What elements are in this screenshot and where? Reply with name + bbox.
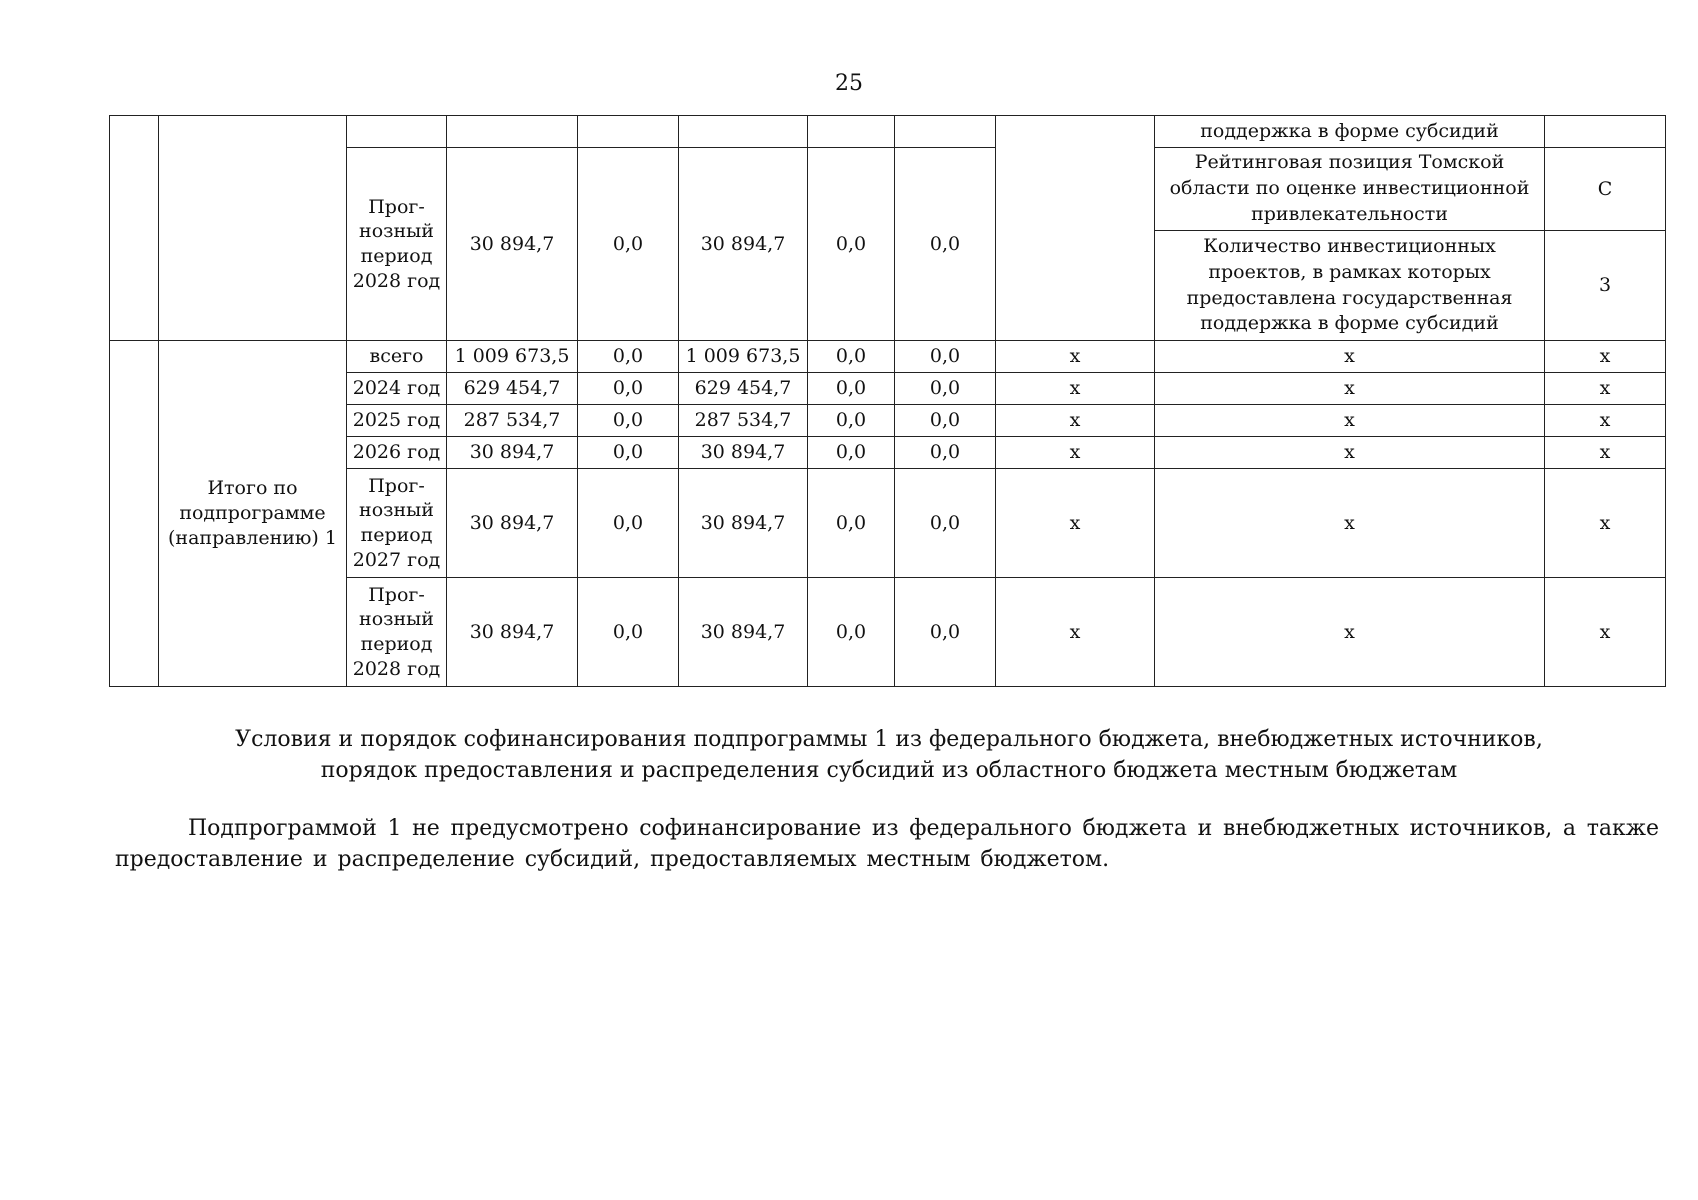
table-row: Прог-нозный период 2028 год 30 894,7 0,0 30 894,7 0,0 0,0 x x x bbox=[110, 578, 1666, 687]
page-number: 25 bbox=[835, 71, 863, 96]
indicator-cell: поддержка в форме субсидий bbox=[1155, 116, 1545, 148]
row-number-cell bbox=[110, 341, 159, 687]
regional-cell: 30 894,7 bbox=[679, 148, 808, 341]
table-row: Итого по подпрограмме (направлению) 1 всего 1 009 673,5 0,0 1 009 673,5 0,0 0,0 x x x bbox=[110, 341, 1666, 373]
table-row bbox=[110, 116, 1666, 148]
indicator-cell: Количество инвестиционных проектов, в рамках которых предоставлена государственная поддержка в форме субсидий bbox=[1155, 231, 1545, 341]
indicator-value-cell: 3 bbox=[1545, 231, 1666, 341]
local-cell: 0,0 bbox=[808, 148, 895, 341]
section-heading-line: порядок предоставления и распределения субсидий из областного бюджета местным бюджетам bbox=[320, 758, 1458, 783]
period-cell: Прог-нозный период 2028 год bbox=[347, 148, 447, 341]
totals-label-cell: Итого по подпрограмме (направлению) 1 bbox=[159, 341, 347, 687]
row-number-cell bbox=[110, 116, 159, 341]
federal-cell: 0,0 bbox=[578, 148, 679, 341]
table-row: 2025 год 287 534,7 0,0 287 534,7 0,0 0,0 x x x bbox=[110, 405, 1666, 437]
participant-cell bbox=[996, 116, 1155, 341]
indicator-value-cell bbox=[1545, 116, 1666, 148]
body-paragraph: Подпрограммой 1 не предусмотрено софинансирование из федерального бюджета и внебюджетных источников, а также предоставление и распределение субсидий, предоставляемых местным бюджетом. bbox=[115, 816, 1659, 872]
section-heading bbox=[0, 724, 1698, 786]
total-cell: 30 894,7 bbox=[447, 148, 578, 341]
extra-budget-cell: 0,0 bbox=[895, 148, 996, 341]
table-row: Прог-нозный период 2027 год 30 894,7 0,0 30 894,7 0,0 0,0 x x x bbox=[110, 469, 1666, 578]
subprogram-funding-table bbox=[109, 115, 1666, 687]
indicator-value-cell: C bbox=[1545, 148, 1666, 231]
indicator-cell: Рейтинговая позиция Томской области по оценке инвестиционной привлекательности bbox=[1155, 148, 1545, 231]
table-row: 2024 год 629 454,7 0,0 629 454,7 0,0 0,0 x x x bbox=[110, 373, 1666, 405]
section-heading-line: Условия и порядок софинансирования подпрограммы 1 из федерального бюджета, внебюджетных источников, bbox=[235, 727, 1543, 752]
name-cell bbox=[159, 116, 347, 341]
table-row: 2026 год 30 894,7 0,0 30 894,7 0,0 0,0 x x x bbox=[110, 437, 1666, 469]
